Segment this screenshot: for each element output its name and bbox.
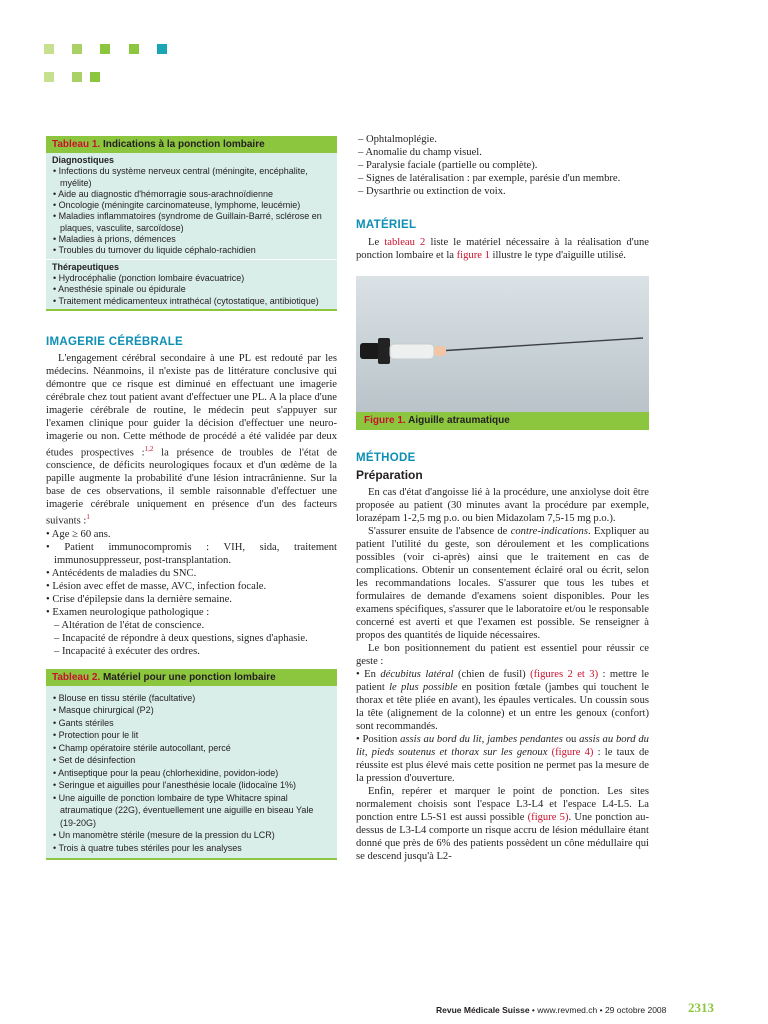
figure1-title: Aiguille atraumatique — [408, 415, 510, 426]
text: L'engagement cérébral secondaire à une PL est redouté par les médecins. Néanmoins, il n'existe pas de littérature conclusive qui démontre que ce risque est diminué en effectuant une imagerie cérébrale chez tout patient avant d'effectuer une PL. A la place d'une imagerie cérébrale de routine, le médecin peut s'appuyer sur l'examen clinique pour guider la décision d'effectuer une neuro-imagerie ou non. Cette méthode de procédé a été validée par deux études prospectives : — [46, 352, 337, 459]
separator: • — [529, 1005, 538, 1015]
subheading-preparation: Préparation — [356, 468, 423, 482]
imagerie-body — [46, 352, 337, 658]
list-item: • Crise d'épilepsie dans la dernière semaine. — [46, 593, 232, 605]
table-reference[interactable]: tableau 2 — [384, 237, 426, 248]
section-heading-methode: MÉTHODE — [356, 452, 416, 464]
list-item: • Lésion avec effet de masse, AVC, infection focale. — [46, 580, 267, 592]
figure-reference[interactable]: (figures 2 et 3) — [530, 669, 599, 680]
text: . Une ponction au-dessus de L3-L4 comporte un risque accru de lésion médullaire étant donné que près de 6% des patients possèdent un cône médullaire qui se descend jusqu'à L2- — [356, 812, 650, 862]
decor-square — [44, 72, 54, 82]
decor-square — [100, 44, 110, 54]
section-heading-imagerie: IMAGERIE CÉRÉBRALE — [46, 335, 184, 348]
table1-label: Tableau 1. — [52, 139, 101, 150]
text-italic: assis au bord du lit, jambes pendantes — [400, 734, 563, 745]
list-subitem: – Incapacité de répondre à deux questions, signes d'aphasie. — [54, 632, 308, 644]
table1-diagnostics — [46, 153, 337, 259]
journal-name: Revue Médicale Suisse — [436, 1005, 530, 1015]
list-item: • Set de désinfection — [53, 755, 136, 766]
journal-url[interactable]: www.revmed.ch — [537, 1005, 598, 1015]
needle-photo — [356, 276, 649, 412]
list-item: • Examen neurologique pathologique : — [46, 606, 210, 618]
paragraph — [356, 733, 649, 785]
paragraph — [356, 785, 649, 863]
needle-shaft — [446, 338, 643, 351]
list-item: • Infections du système nerveux central (méningite, encéphalite, myélite) — [53, 166, 308, 188]
figure-reference[interactable]: figure 1 — [456, 250, 490, 261]
list-item: • Antiseptique pour la peau (chlorhexidine, povidon-iode) — [53, 767, 279, 778]
text: Le — [368, 237, 385, 248]
table2-label: Tableau 2. — [52, 671, 101, 683]
needle-collar — [434, 346, 446, 356]
list-item: • Age ≥ 60 ans. — [46, 528, 111, 540]
text: liste le matériel nécessaire à la réalisation d'une ponction lombaire et la — [356, 237, 649, 261]
table2-title: Matériel pour une ponction lombaire — [102, 671, 276, 683]
list-item: • Maladies à prions, démences — [53, 234, 176, 245]
section-heading-materiel: MATÉRIEL — [356, 219, 417, 231]
list-item: • Traitement médicamenteux intrathécal (cytostatique, antibiotique) — [53, 295, 319, 306]
table1-ther-title: Thérapeutiques — [52, 261, 120, 272]
figure-reference[interactable]: (figure 4) — [551, 747, 594, 758]
figure1-label: Figure 1. — [364, 415, 406, 426]
list-subitem: – Dysarthrie ou extinction de voix. — [358, 186, 506, 197]
text-italic: assis au bord du lit, pieds soutenus et thorax sur les genoux — [356, 734, 649, 758]
needle-hub-dark — [378, 338, 390, 364]
text: • Position — [356, 734, 401, 745]
list-item: • Seringue et aiguilles pour l'anesthésie locale (lidocaïne 1%) — [53, 780, 297, 791]
reference[interactable]: 1,2 — [144, 444, 154, 453]
list-item: • Gants stériles — [53, 717, 114, 728]
footer — [436, 1005, 666, 1015]
right-column — [356, 133, 649, 863]
paragraph — [356, 668, 649, 733]
list-item: • Trois à quatre tubes stériles pour les analyses — [53, 842, 242, 853]
table1-header — [46, 136, 337, 153]
paragraph — [356, 525, 649, 642]
list-item: • Patient immunocompromis : VIH, sida, traitement immunosuppresseur, post-transplantation. — [46, 541, 337, 566]
text: (chien de fusil) — [453, 669, 531, 680]
list-item: • Hydrocéphalie (ponction lombaire évacuatrice) — [53, 272, 245, 283]
list-item: • Blouse en tissu stérile (facultative) — [53, 692, 196, 703]
page-number: 2313 — [688, 1000, 714, 1015]
text-italic: contre-indications — [510, 526, 588, 537]
decor-square — [72, 44, 82, 54]
figure1 — [356, 276, 649, 430]
table1-title: Indications à la ponction lombaire — [102, 139, 265, 150]
decor-square — [44, 44, 54, 54]
table2-list — [46, 686, 337, 859]
paragraph: En cas d'état d'angoisse lié à la procédure, une anxiolyse doit être proposée au patient (30 minutes avant la procédure par exemple, lorazépam 1-2,5 mg p.o. ou bien Midazolam 7,5-15 mg p.o.). — [356, 487, 649, 524]
symptom-list — [356, 133, 649, 198]
table2 — [46, 669, 337, 861]
reference[interactable]: 1 — [86, 513, 90, 522]
figure-reference[interactable]: (figure 5) — [527, 812, 569, 823]
list-subitem: – Incapacité à exécuter des ordres. — [54, 645, 200, 657]
text: ou — [562, 734, 580, 745]
list-subitem: – Ophtalmoplégie. — [358, 134, 437, 145]
text: la présence de troubles de l'état de conscience, de déficits neurologiques focaux et d'un œdème de la papille augmente la probabilité d'une lésion intracrânienne. Sur la base de ces observations, il semble raisonnable d'effectuer une imagerie cérébrale uniquement en présence d'un des facteurs suivants : — [46, 447, 337, 527]
needle-cap — [360, 343, 380, 359]
list-subitem: – Paralysie faciale (partielle ou complète). — [358, 160, 538, 171]
list-item: • Maladies inflammatoires (syndrome de Guillain-Barré, sclérose en plaques, vasculite, sarcoïdose) — [53, 211, 322, 233]
text: : mettre le patient — [356, 669, 649, 693]
table2-header — [46, 669, 337, 686]
list-item: • Aide au diagnostic d'hémorragie sous-arachnoïdienne — [53, 188, 274, 199]
list-item: • Un manomètre stérile (mesure de la pression du LCR) — [53, 830, 275, 841]
list-item: • Antécédents de maladies du SNC. — [46, 567, 197, 579]
list-subitem: – Signes de latéralisation : par exemple, parésie d'un membre. — [358, 173, 621, 184]
text: : le taux de réussite est plus élevé mais cette position ne permet pas la mesure de la pression d'ouverture. — [356, 747, 650, 784]
list-item: • Oncologie (méningite carcinomateuse, lymphome, leucémie) — [53, 200, 301, 211]
decor-square — [157, 44, 167, 54]
list-item: • Masque chirurgical (P2) — [53, 705, 154, 716]
list-item: • Anesthésie spinale ou épidurale — [53, 284, 186, 295]
list-item: • Troubles du turnover du liquide céphalo-rachidien — [53, 245, 256, 256]
left-column — [46, 136, 337, 860]
list-subitem: – Anomalie du champ visuel. — [358, 147, 482, 158]
imagerie-paragraph — [46, 352, 337, 528]
needle-illustration — [356, 276, 649, 412]
separator: • — [597, 1005, 605, 1015]
text: . Expliquer au patient l'utilité du geste, son déroulement et les complications possibles (voir ci-après) ainsi que le traitement en cas de complications. Obtenir un consentement éclairé oral ou écrit, selon les recommandations locales. S'assurer que tous les tubes et formulaires de demande d'examens soient disponibles. Pour les examens spécifiques, s'assurer que le laboratoire et/ou le responsable concerné est averti et que l'examen est possible. Se renseigner à propos des quantités de liquide nécessaires. — [356, 526, 649, 641]
list-item: • Protection pour le lit — [53, 730, 139, 741]
text: Enfin, repérer et marquer le point de ponction. Les sites normalement choisis sont l'espace L3-L4 et l'espace L4-L5. La ponction entre L5-S1 est aussi possible — [356, 786, 649, 823]
list-subitem: – Altération de l'état de conscience. — [54, 619, 205, 631]
text: illustre le type d'aiguille utilisé. — [489, 250, 626, 261]
needle-hub — [390, 344, 434, 359]
methode-body — [356, 486, 649, 863]
paragraph: Le bon positionnement du patient est essentiel pour réussir ce geste : — [356, 643, 649, 667]
text: S'assurer ensuite de l'absence de — [368, 526, 511, 537]
table1-diag-title: Diagnostiques — [52, 155, 115, 165]
text-italic: le plus possible — [389, 682, 458, 693]
table1 — [46, 136, 337, 311]
list-item: • Champ opératoire stérile autocollant, percé — [53, 742, 231, 753]
text: • En — [356, 669, 381, 680]
materiel-paragraph — [356, 236, 649, 262]
text: en position fœtale (jambes qui touchent le thorax et tête pliée en avant), les épaules verticales. Un coussin sous la tête (alignement de la colonne) et un entre les genoux (confort) sont recommandés. — [356, 682, 649, 732]
figure1-caption — [356, 412, 649, 430]
table1-therapeutics — [46, 259, 337, 309]
list-item: • Une aiguille de ponction lombaire de type Whitacre spinal atraumatique (22G), éventuellement une aiguille en biseau Yale (19-20G) — [53, 792, 314, 828]
publication-date: 29 octobre 2008 — [604, 1005, 667, 1015]
text-italic: décubitus latéral — [380, 669, 454, 680]
decor-square — [129, 44, 139, 54]
decor-square — [72, 72, 82, 82]
decor-square — [90, 72, 100, 82]
